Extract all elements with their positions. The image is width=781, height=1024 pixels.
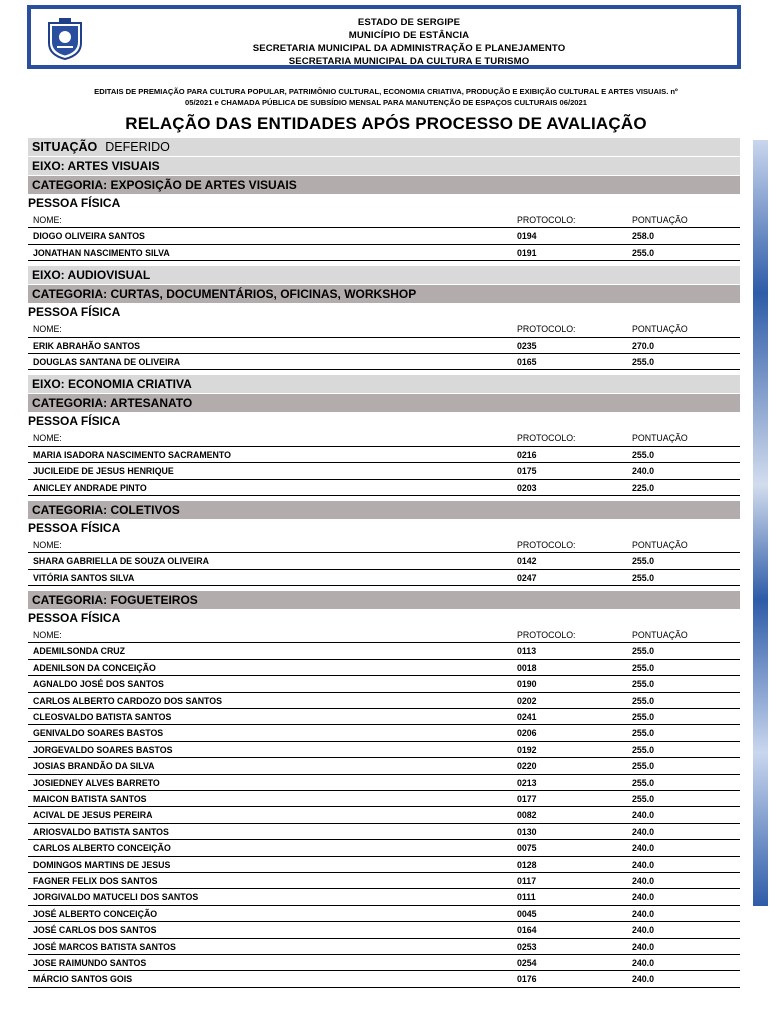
protocol-number: 0190 — [517, 679, 537, 690]
protocol-number: 0117 — [517, 875, 537, 886]
pessoa-fisica-label: PESSOA FÍSICA — [28, 305, 121, 320]
column-header-name: NOME: — [33, 539, 62, 550]
page-title: RELAÇÃO DAS ENTIDADES APÓS PROCESSO DE AVALIAÇÃO — [125, 114, 647, 133]
protocol-number: 0177 — [517, 793, 537, 804]
entity-name: GENIVALDO SOARES BASTOS — [33, 728, 164, 739]
pessoa-fisica-label: PESSOA FÍSICA — [28, 196, 121, 210]
column-header-score: PONTUAÇÃO — [632, 630, 688, 641]
table-row — [28, 939, 740, 955]
protocol-number: 0202 — [517, 695, 537, 706]
protocol-number: 0113 — [517, 646, 537, 657]
category-bar: CATEGORIA: FOGUETEIROS — [28, 591, 740, 609]
situacao-value: DEFERIDO — [105, 140, 170, 154]
score-value: 255.0 — [632, 572, 655, 583]
table-row — [28, 955, 740, 971]
entity-name: CARLOS ALBERTO CARDOZO DOS SANTOS — [33, 695, 222, 706]
table-header-row — [28, 537, 740, 553]
column-header-name: NOME: — [33, 324, 62, 335]
table-header-row — [28, 627, 740, 643]
protocol-number: 0254 — [517, 957, 537, 968]
score-value: 240.0 — [632, 892, 655, 903]
score-value: 255.0 — [632, 777, 655, 788]
score-value: 255.0 — [632, 356, 655, 367]
table-row — [28, 480, 740, 496]
protocol-number: 0216 — [517, 449, 537, 460]
table-row — [28, 889, 740, 905]
entity-name: JUCILEIDE DE JESUS HENRIQUE — [33, 466, 174, 477]
entity-name: MÁRCIO SANTOS GOIS — [33, 974, 133, 985]
entity-name: ADENILSON DA CONCEIÇÃO — [33, 662, 156, 673]
category-bar: CATEGORIA: EXPOSIÇÃO DE ARTES VISUAIS — [28, 176, 740, 194]
table-header-row — [28, 321, 740, 337]
score-value: 255.0 — [632, 449, 655, 460]
table-row — [28, 906, 740, 922]
table-row — [28, 775, 740, 791]
score-value: 240.0 — [632, 957, 655, 968]
score-value: 255.0 — [632, 247, 655, 258]
protocol-number: 0220 — [517, 761, 537, 772]
protocol-number: 0176 — [517, 974, 537, 985]
table-row — [28, 873, 740, 889]
header-lines — [91, 16, 727, 68]
table-row — [28, 922, 740, 938]
entity-name: AGNALDO JOSÉ DOS SANTOS — [33, 679, 164, 690]
entity-name: SHARA GABRIELLA DE SOUZA OLIVEIRA — [33, 556, 209, 567]
score-value: 240.0 — [632, 810, 655, 821]
category-bar: CATEGORIA: COLETIVOS — [28, 501, 740, 519]
header-municipality: MUNICÍPIO DE ESTÂNCIA — [348, 30, 470, 41]
table-row — [28, 709, 740, 725]
eixo-bar: EIXO: ARTES VISUAIS — [28, 157, 740, 175]
score-value: 255.0 — [632, 662, 655, 673]
protocol-number: 0045 — [517, 908, 537, 919]
edital-line-2: 05/2021 e CHAMADA PÚBLICA DE SUBSÍDIO MENSAL PARA MANUTENÇÃO DE ESPAÇOS CULTURAIS 06/2021 — [185, 98, 587, 107]
entity-name: MAICON BATISTA SANTOS — [33, 793, 147, 804]
table-row — [28, 660, 740, 676]
table-row — [28, 570, 740, 586]
category-bar: CATEGORIA: ARTESANATO — [28, 394, 740, 412]
table-row — [28, 807, 740, 823]
score-value: 258.0 — [632, 231, 655, 242]
protocol-number: 0194 — [517, 231, 537, 242]
protocol-number: 0111 — [517, 892, 536, 903]
score-value: 255.0 — [632, 744, 655, 755]
entity-name: JOSÉ MARCOS BATISTA SANTOS — [33, 941, 176, 952]
table-row — [28, 228, 740, 244]
municipal-crest-icon — [45, 17, 85, 61]
protocol-number: 0247 — [517, 572, 537, 583]
digital-signature-stamp — [753, 140, 777, 906]
table-row — [28, 245, 740, 261]
header-state: ESTADO DE SERGIPE — [357, 17, 461, 28]
table-row — [28, 463, 740, 479]
results-list — [28, 138, 740, 993]
protocol-number: 0241 — [517, 712, 537, 723]
situacao-label: SITUAÇÃO — [32, 140, 98, 154]
protocol-number: 0018 — [517, 662, 537, 673]
table-row — [28, 553, 740, 569]
score-value: 255.0 — [632, 556, 655, 567]
column-header-protocol: PROTOCOLO: — [517, 324, 576, 335]
score-value: 255.0 — [632, 761, 655, 772]
protocol-number: 0191 — [517, 247, 537, 258]
score-value: 240.0 — [632, 859, 655, 870]
column-header-score: PONTUAÇÃO — [632, 433, 688, 444]
entity-name: ANICLEY ANDRADE PINTO — [33, 482, 147, 493]
entity-name: JOSÉ ALBERTO CONCEIÇÃO — [33, 908, 158, 919]
protocol-number: 0130 — [517, 826, 537, 837]
column-header-protocol: PROTOCOLO: — [517, 539, 576, 550]
table-header-row — [28, 430, 740, 446]
signature-id: 21456.2039.20031.20231.2 — [770, 140, 777, 226]
table-row — [28, 643, 740, 659]
protocol-number: 0175 — [517, 466, 537, 477]
digital-signature-text — [766, 140, 781, 906]
entity-name: MARIA ISADORA NASCIMENTO SACRAMENTO — [33, 449, 231, 460]
entity-name: CARLOS ALBERTO CONCEIÇÃO — [33, 843, 171, 854]
entity-name: ADEMILSONDA CRUZ — [33, 646, 126, 657]
table-row — [28, 693, 740, 709]
eixo-bar: EIXO: ECONOMIA CRIATIVA — [28, 375, 740, 393]
score-value: 270.0 — [632, 340, 655, 351]
column-header-name: NOME: — [33, 630, 62, 641]
pessoa-fisica-label: PESSOA FÍSICA — [28, 414, 121, 429]
score-value: 240.0 — [632, 466, 655, 477]
table-row — [28, 447, 740, 463]
protocol-number: 0206 — [517, 728, 537, 739]
entity-name: CLEOSVALDO BATISTA SANTOS — [33, 712, 172, 723]
category-bar: CATEGORIA: CURTAS, DOCUMENTÁRIOS, OFICINAS, WORKSHOP — [28, 285, 740, 303]
entity-name: ARIOSVALDO BATISTA SANTOS — [33, 826, 169, 837]
table-row — [28, 824, 740, 840]
entity-name: JORGIVALDO MATUCELI DOS SANTOS — [33, 892, 199, 903]
protocol-number: 0235 — [517, 340, 537, 351]
protocol-number: 0142 — [517, 556, 537, 567]
table-row — [28, 676, 740, 692]
pessoa-fisica-label: PESSOA FÍSICA — [28, 520, 121, 535]
entity-name: JOSÉ CARLOS DOS SANTOS — [33, 925, 157, 936]
edital-description — [30, 86, 742, 108]
table-row — [28, 840, 740, 856]
entity-name: DIOGO OLIVEIRA SANTOS — [33, 231, 145, 242]
column-header-protocol: PROTOCOLO: — [517, 433, 576, 444]
score-value: 255.0 — [632, 712, 655, 723]
entity-name: FAGNER FELIX DOS SANTOS — [33, 875, 158, 886]
score-value: 240.0 — [632, 925, 655, 936]
column-header-protocol: PROTOCOLO: — [517, 215, 576, 225]
pessoa-fisica-label: PESSOA FÍSICA — [28, 611, 121, 626]
score-value: 255.0 — [632, 695, 655, 706]
situacao-bar — [28, 138, 740, 156]
entity-name: DOMINGOS MARTINS DE JESUS — [33, 859, 171, 870]
protocol-number: 0192 — [517, 744, 537, 755]
header-secretariat-culture: SECRETARIA MUNICIPAL DA CULTURA E TURISMO — [288, 56, 530, 67]
protocol-number: 0164 — [517, 925, 537, 936]
protocol-number: 0203 — [517, 482, 537, 493]
column-header-score: PONTUAÇÃO — [632, 324, 688, 335]
entity-name: JOSE RAIMUNDO SANTOS — [33, 957, 147, 968]
table-row — [28, 857, 740, 873]
score-value: 240.0 — [632, 875, 655, 886]
table-header-row — [28, 212, 740, 228]
table-row — [28, 742, 740, 758]
entity-name: VITÓRIA SANTOS SILVA — [33, 572, 135, 583]
protocol-number: 0128 — [517, 859, 537, 870]
entity-name: JONATHAN NASCIMENTO SILVA — [33, 247, 170, 258]
column-header-score: PONTUAÇÃO — [632, 539, 688, 550]
entity-name: JOSIEDNEY ALVES BARRETO — [33, 777, 160, 788]
document-header — [27, 5, 741, 69]
column-header-name: NOME: — [33, 215, 62, 225]
column-header-protocol: PROTOCOLO: — [517, 630, 576, 641]
column-header-name: NOME: — [33, 433, 62, 444]
header-secretariat-admin: SECRETARIA MUNICIPAL DA ADMINISTRAÇÃO E PLANEJAMENTO — [252, 43, 566, 54]
protocol-number: 0165 — [517, 356, 537, 367]
protocol-number: 0213 — [517, 777, 537, 788]
score-value: 255.0 — [632, 646, 655, 657]
protocol-number: 0075 — [517, 843, 537, 854]
sections-container — [28, 157, 740, 993]
score-value: 225.0 — [632, 482, 655, 493]
score-value: 240.0 — [632, 843, 655, 854]
score-value: 240.0 — [632, 974, 655, 985]
signature-label: IMPRENSA OFICIAL DO MUNICÍPIO - DOCUMENTO ASSINADO DIGITALMENTE - PREFEITURA DE ESTÂNCIA SE — [770, 528, 777, 902]
score-value: 240.0 — [632, 908, 655, 919]
table-row — [28, 725, 740, 741]
section-spacer — [28, 988, 740, 993]
entity-name: DOUGLAS SANTANA DE OLIVEIRA — [33, 356, 181, 367]
eixo-bar: EIXO: AUDIOVISUAL — [28, 266, 740, 284]
score-value: 240.0 — [632, 826, 655, 837]
protocol-number: 0082 — [517, 810, 537, 821]
table-row — [28, 791, 740, 807]
entity-name: ACIVAL DE JESUS PEREIRA — [33, 810, 153, 821]
edital-line-1: EDITAIS DE PREMIAÇÃO PARA CULTURA POPULAR, PATRIMÔNIO CULTURAL, ECONOMIA CRIATIVA, PRODUÇÃO E EXIBIÇÃO CULTURAL E ARTES VISUAIS. nº — [94, 87, 678, 96]
table-row — [28, 971, 740, 987]
score-value: 240.0 — [632, 941, 655, 952]
score-value: 255.0 — [632, 793, 655, 804]
score-value: 255.0 — [632, 728, 655, 739]
entity-name: JORGEVALDO SOARES BASTOS — [33, 744, 173, 755]
table-row — [28, 354, 740, 370]
table-row — [28, 338, 740, 354]
column-header-score: PONTUAÇÃO — [632, 215, 688, 225]
table-row — [28, 758, 740, 774]
entity-name: JOSIAS BRANDÃO DA SILVA — [33, 761, 155, 772]
score-value: 255.0 — [632, 679, 655, 690]
protocol-number: 0253 — [517, 941, 537, 952]
entity-name: ERIK ABRAHÃO SANTOS — [33, 340, 141, 351]
